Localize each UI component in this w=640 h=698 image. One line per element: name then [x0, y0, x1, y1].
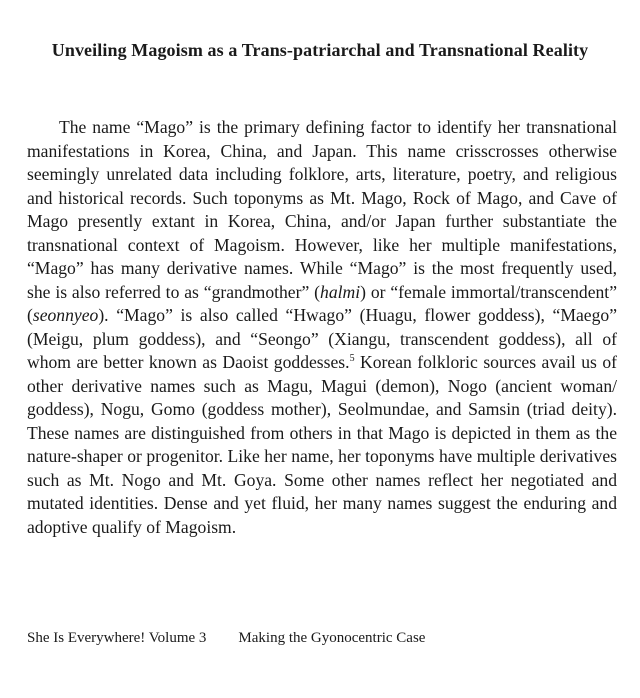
text-segment-2: ) or “female immortal/transcendent” ( — [27, 281, 617, 325]
section-heading: Unveiling Magoism as a Trans-patriarchal and Transnational Reality — [51, 40, 589, 60]
footer-book-title: She Is Everywhere! Volume 3 — [27, 630, 207, 646]
text-segment-3: ). “Mago” is also called “Hwago” (Huagu, flower goddess), “Maego” (Meigu, plum goddess), and “Seongo” (Xiangu, transcendent goddess), all of whom are better known as Daoist goddesses. — [27, 305, 617, 372]
paragraph — [27, 116, 617, 539]
text-segment-4: Korean folkloric sources avail us of other derivative names such as Magu, Magui (demon), Nogo (ancient woman/ goddess), Nogu, Gomo (goddess mother), Seolmundae, and Samsin (triad deity). These names are distinguished from others in that Mago is depicted in them as the nature-shaper or progenitor. Like her name, her toponyms have multiple derivatives such as Mt. Nogo and Mt. Goya. Some other names reflect her negotiated and mutated identities. Dense and yet fluid, her many names suggest the enduring and adoptive qualify of Magoism. — [27, 352, 617, 537]
italic-term-seonnyeo: seonnyeo — [32, 305, 99, 325]
italic-term-halmi: halmi — [320, 281, 361, 302]
text-segment-1: The name “Mago” is the primary defining factor to identify her transnational manifestations in Korea, China, and Japan. This name crisscrosses otherwise seemingly unrelated data including folklore, arts, literature, poetry, and religious and historical records. Such toponyms as Mt. Mago, Rock of Mago, and Cave of Mago presently extant in Korea, China, and/or Japan further substantiate the transnational context of Magoism. However, like her multiple manifestations, “Mago” has many derivative names. While “Mago” is the most frequently used, she is also referred to as “grandmother” ( — [27, 117, 617, 302]
page-footer — [27, 630, 425, 647]
footer-subtitle: Making the Gyonocentric Case — [238, 630, 426, 646]
body-text — [27, 116, 617, 539]
footnote-marker: 5 — [349, 353, 355, 364]
